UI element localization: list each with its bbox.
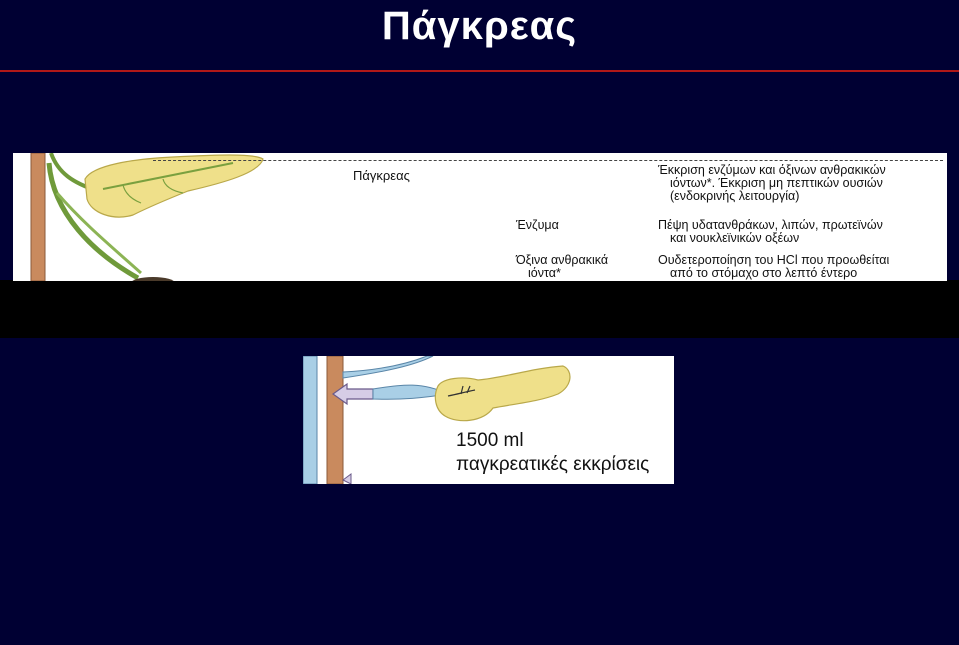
bicarbonate-function-line2: από το στόμαχο στο λεπτό έντερο: [670, 266, 858, 280]
enzymes-function-line1: Πέψη υδατανθράκων, λιπών, πρωτεϊνών: [658, 218, 883, 232]
organ-function-line2: ιόντων*. Έκκριση μη πεπτικών ουσιών: [670, 176, 883, 190]
substance-bicarbonate: [516, 254, 646, 280]
bicarbonate-function-line1: Ουδετεροποίηση του HCl που προωθείται: [658, 253, 890, 267]
bicarbonate-function: [658, 254, 947, 280]
enzymes-function-line2: και νουκλεϊνικών οξέων: [670, 231, 800, 245]
organ-function-line1: Έκκριση ενζύμων και όξινων ανθρακικών: [658, 163, 886, 177]
bicarbonate-line1: Όξινα ανθρακικά: [516, 253, 609, 267]
slide-title: Πάγκρεας: [381, 4, 578, 48]
secretion-volume: 1500 ml: [456, 430, 524, 451]
table-divider: [153, 160, 943, 161]
pancreas-table-image: [13, 153, 947, 281]
secretion-label: παγκρεατικές εκκρίσεις: [456, 454, 650, 475]
pancreas-diagram-image: [303, 356, 674, 484]
enzymes-function: [658, 219, 943, 245]
organ-function-line3: (ενδοκρινής λειτουργία): [670, 189, 800, 203]
organ-label: Πάγκρεας: [353, 168, 410, 183]
title-divider: [0, 70, 959, 72]
bicarbonate-line2: ιόντα*: [528, 266, 561, 280]
organ-function: [658, 164, 943, 203]
black-band: [0, 280, 959, 338]
substance-enzymes: Ένζυμα: [516, 218, 559, 232]
